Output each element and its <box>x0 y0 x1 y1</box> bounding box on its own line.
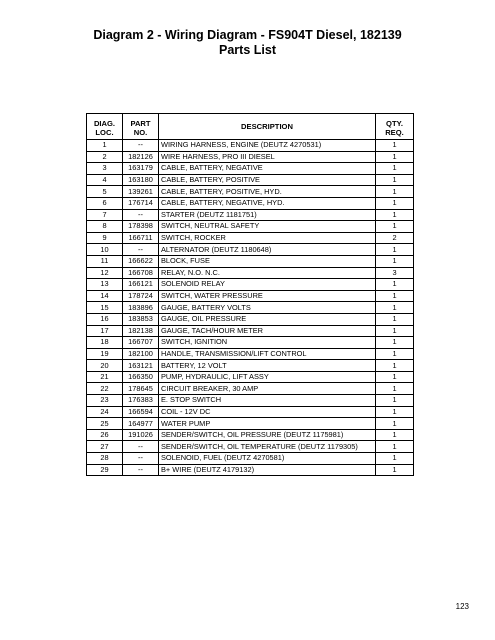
cell-diag-loc: 17 <box>87 325 123 337</box>
cell-part-no: -- <box>123 464 159 476</box>
cell-qty: 1 <box>376 290 414 302</box>
cell-diag-loc: 27 <box>87 441 123 453</box>
cell-diag-loc: 12 <box>87 267 123 279</box>
table-row <box>87 290 414 302</box>
cell-part-no: 166350 <box>123 371 159 383</box>
table-row <box>87 267 414 279</box>
cell-description: WIRING HARNESS, ENGINE (DEUTZ 4270531) <box>159 140 376 152</box>
cell-description: WATER PUMP <box>159 418 376 430</box>
table-row <box>87 371 414 383</box>
header-qty-req-line1: QTY. <box>386 119 403 128</box>
cell-diag-loc: 20 <box>87 360 123 372</box>
cell-description: ALTERNATOR (DEUTZ 1180648) <box>159 244 376 256</box>
cell-qty: 1 <box>376 429 414 441</box>
header-qty-req <box>376 114 414 140</box>
cell-description: CABLE, BATTERY, NEGATIVE <box>159 163 376 175</box>
cell-qty: 1 <box>376 163 414 175</box>
table-row <box>87 140 414 152</box>
cell-diag-loc: 24 <box>87 406 123 418</box>
cell-description: SOLENOID, FUEL (DEUTZ 4270581) <box>159 453 376 465</box>
cell-qty: 1 <box>376 221 414 233</box>
cell-diag-loc: 1 <box>87 140 123 152</box>
table-row <box>87 464 414 476</box>
cell-part-no: 139261 <box>123 186 159 198</box>
cell-diag-loc: 29 <box>87 464 123 476</box>
cell-part-no: 164977 <box>123 418 159 430</box>
cell-description: CIRCUIT BREAKER, 30 AMP <box>159 383 376 395</box>
cell-part-no: 191026 <box>123 429 159 441</box>
cell-qty: 1 <box>376 348 414 360</box>
cell-description: SWITCH, ROCKER <box>159 232 376 244</box>
cell-diag-loc: 10 <box>87 244 123 256</box>
cell-qty: 1 <box>376 255 414 267</box>
cell-part-no: 163179 <box>123 163 159 175</box>
header-description: DESCRIPTION <box>159 114 376 140</box>
cell-part-no: 166711 <box>123 232 159 244</box>
cell-qty: 1 <box>376 151 414 163</box>
table-row <box>87 453 414 465</box>
cell-part-no: 166707 <box>123 337 159 349</box>
cell-qty: 1 <box>376 209 414 221</box>
cell-qty: 1 <box>376 140 414 152</box>
cell-qty: 1 <box>376 395 414 407</box>
cell-part-no: 178645 <box>123 383 159 395</box>
cell-description: SENDER/SWITCH, OIL PRESSURE (DEUTZ 1175981) <box>159 429 376 441</box>
cell-diag-loc: 9 <box>87 232 123 244</box>
cell-part-no: 163121 <box>123 360 159 372</box>
table-row <box>87 279 414 291</box>
cell-diag-loc: 15 <box>87 302 123 314</box>
cell-part-no: 183853 <box>123 313 159 325</box>
header-diag-loc-line1: DIAG. <box>93 119 116 128</box>
cell-diag-loc: 11 <box>87 255 123 267</box>
table-row <box>87 151 414 163</box>
cell-qty: 1 <box>376 453 414 465</box>
cell-diag-loc: 7 <box>87 209 123 221</box>
cell-part-no: 178724 <box>123 290 159 302</box>
cell-part-no: -- <box>123 140 159 152</box>
table-row <box>87 337 414 349</box>
cell-part-no: -- <box>123 209 159 221</box>
header-diag-loc <box>87 114 123 140</box>
cell-part-no: 183896 <box>123 302 159 314</box>
cell-description: GAUGE, OIL PRESSURE <box>159 313 376 325</box>
cell-part-no: -- <box>123 244 159 256</box>
table-row <box>87 209 414 221</box>
cell-description: COIL - 12V DC <box>159 406 376 418</box>
cell-part-no: 163180 <box>123 174 159 186</box>
cell-part-no: 182100 <box>123 348 159 360</box>
cell-part-no: -- <box>123 441 159 453</box>
table-row <box>87 441 414 453</box>
table-row <box>87 163 414 175</box>
cell-description: BATTERY, 12 VOLT <box>159 360 376 372</box>
cell-diag-loc: 18 <box>87 337 123 349</box>
cell-description: PUMP, HYDRAULIC, LIFT ASSY <box>159 371 376 383</box>
table-row <box>87 429 414 441</box>
cell-qty: 1 <box>376 441 414 453</box>
table-row <box>87 197 414 209</box>
cell-description: SENDER/SWITCH, OIL TEMPERATURE (DEUTZ 1179305) <box>159 441 376 453</box>
cell-qty: 1 <box>376 313 414 325</box>
cell-description: BLOCK, FUSE <box>159 255 376 267</box>
cell-description: E. STOP SWITCH <box>159 395 376 407</box>
cell-description: STARTER (DEUTZ 1181751) <box>159 209 376 221</box>
header-part-no-line2: NO. <box>133 128 148 137</box>
cell-diag-loc: 16 <box>87 313 123 325</box>
cell-diag-loc: 5 <box>87 186 123 198</box>
table-row <box>87 255 414 267</box>
cell-description: CABLE, BATTERY, NEGATIVE, HYD. <box>159 197 376 209</box>
cell-part-no: 178398 <box>123 221 159 233</box>
cell-qty: 1 <box>376 325 414 337</box>
table-row <box>87 302 414 314</box>
table-row <box>87 383 414 395</box>
cell-diag-loc: 23 <box>87 395 123 407</box>
cell-description: SWITCH, IGNITION <box>159 337 376 349</box>
cell-qty: 3 <box>376 267 414 279</box>
cell-qty: 1 <box>376 337 414 349</box>
cell-description: SWITCH, NEUTRAL SAFETY <box>159 221 376 233</box>
cell-qty: 1 <box>376 174 414 186</box>
cell-part-no: 166708 <box>123 267 159 279</box>
cell-qty: 1 <box>376 279 414 291</box>
cell-diag-loc: 2 <box>87 151 123 163</box>
table-row <box>87 395 414 407</box>
cell-diag-loc: 3 <box>87 163 123 175</box>
table-row <box>87 360 414 372</box>
cell-description: CABLE, BATTERY, POSITIVE, HYD. <box>159 186 376 198</box>
parts-list-table <box>86 113 414 476</box>
table-row <box>87 244 414 256</box>
cell-description: GAUGE, BATTERY VOLTS <box>159 302 376 314</box>
header-part-no-line1: PART <box>130 119 151 128</box>
cell-description: WIRE HARNESS, PRO III DIESEL <box>159 151 376 163</box>
header-qty-req-line2: REQ. <box>385 128 404 137</box>
cell-qty: 1 <box>376 371 414 383</box>
cell-qty: 2 <box>376 232 414 244</box>
table-row <box>87 418 414 430</box>
cell-part-no: 182126 <box>123 151 159 163</box>
cell-description: RELAY, N.O. N.C. <box>159 267 376 279</box>
table-row <box>87 232 414 244</box>
table-row <box>87 348 414 360</box>
cell-diag-loc: 6 <box>87 197 123 209</box>
cell-diag-loc: 26 <box>87 429 123 441</box>
cell-description: SOLENOID RELAY <box>159 279 376 291</box>
cell-diag-loc: 19 <box>87 348 123 360</box>
cell-diag-loc: 4 <box>87 174 123 186</box>
cell-description: SWITCH, WATER PRESSURE <box>159 290 376 302</box>
cell-qty: 1 <box>376 464 414 476</box>
cell-qty: 1 <box>376 302 414 314</box>
cell-diag-loc: 21 <box>87 371 123 383</box>
header-part-no <box>123 114 159 140</box>
cell-qty: 1 <box>376 197 414 209</box>
cell-description: CABLE, BATTERY, POSITIVE <box>159 174 376 186</box>
cell-part-no: 166121 <box>123 279 159 291</box>
cell-description: HANDLE, TRANSMISSION/LIFT CONTROL <box>159 348 376 360</box>
cell-diag-loc: 25 <box>87 418 123 430</box>
cell-qty: 1 <box>376 244 414 256</box>
cell-qty: 1 <box>376 418 414 430</box>
cell-diag-loc: 28 <box>87 453 123 465</box>
cell-part-no: -- <box>123 453 159 465</box>
cell-description: GAUGE, TACH/HOUR METER <box>159 325 376 337</box>
cell-qty: 1 <box>376 360 414 372</box>
cell-diag-loc: 8 <box>87 221 123 233</box>
cell-qty: 1 <box>376 383 414 395</box>
page-number: 123 <box>455 602 469 611</box>
cell-qty: 1 <box>376 186 414 198</box>
cell-part-no: 182138 <box>123 325 159 337</box>
cell-diag-loc: 13 <box>87 279 123 291</box>
cell-part-no: 166594 <box>123 406 159 418</box>
cell-qty: 1 <box>376 406 414 418</box>
table-row <box>87 313 414 325</box>
table-header-row <box>87 114 414 140</box>
table-body <box>87 140 414 476</box>
page-subtitle: Parts List <box>219 43 276 57</box>
page-title: Diagram 2 - Wiring Diagram - FS904T Diesel, 182139 <box>93 28 402 42</box>
cell-diag-loc: 22 <box>87 383 123 395</box>
header-diag-loc-line2: LOC. <box>95 128 114 137</box>
table-row <box>87 221 414 233</box>
table-row <box>87 186 414 198</box>
table-row <box>87 325 414 337</box>
table-row <box>87 174 414 186</box>
cell-description: B+ WIRE (DEUTZ 4179132) <box>159 464 376 476</box>
table-row <box>87 406 414 418</box>
cell-part-no: 166622 <box>123 255 159 267</box>
cell-part-no: 176383 <box>123 395 159 407</box>
cell-part-no: 176714 <box>123 197 159 209</box>
cell-diag-loc: 14 <box>87 290 123 302</box>
